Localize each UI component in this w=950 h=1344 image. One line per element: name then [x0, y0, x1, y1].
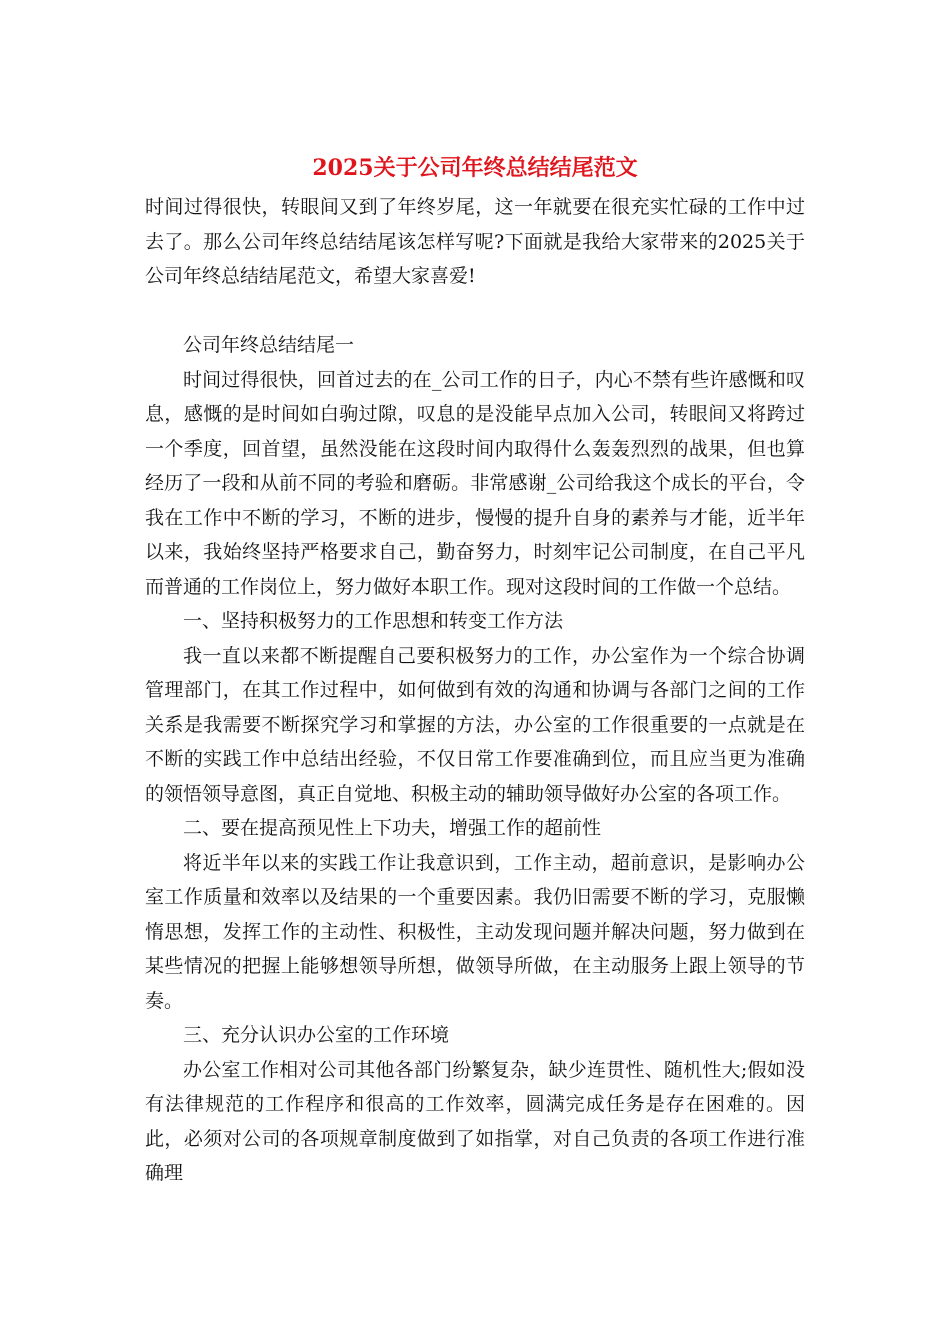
section-heading: 公司年终总结结尾一	[183, 334, 355, 356]
document-title: 2025关于公司年终总结结尾范文	[312, 155, 638, 181]
body-paragraph: 我一直以来都不断提醒自己要积极努力的工作，办公室作为一个综合协调管理部门，在其工作过程中，如何做到有效的沟通和协调与各部门之间的工作关系是我需要不断探究学习和掌握的方法，办公室的工作很重要的一点就是在不断的实践工作中总结出经验，不仅日常工作要准确到位，而且应当更为准确的领悟领导意图，真正自觉地、积极主动的辅助领导做好办公室的各项工作。	[145, 644, 805, 805]
intro-paragraph: 时间过得很快，转眼间又到了年终岁尾，这一年就要在很充实忙碌的工作中过去了。那么公司年终总结结尾该怎样写呢?下面就是我给大家带来的2025关于公司年终总结结尾范文，希望大家喜爱!	[145, 196, 805, 287]
subsection-heading: 二、要在提高预见性上下功夫，增强工作的超前性	[183, 817, 602, 839]
subsection-heading: 一、坚持积极努力的工作思想和转变工作方法	[183, 610, 564, 632]
paragraph-spacer	[145, 294, 805, 329]
body-paragraph: 办公室工作相对公司其他各部门纷繁复杂，缺少连贯性、随机性大;假如没有法律规范的工作程序和很高的工作效率，圆满完成任务是存在困难的。因此，必须对公司的各项规章制度做到了如指掌，对自己负责的各项工作进行准确理	[145, 1058, 805, 1184]
body-paragraph: 时间过得很快，回首过去的在_公司工作的日子，内心不禁有些许感慨和叹息，感慨的是时间如白驹过隙，叹息的是没能早点加入公司，转眼间又将跨过一个季度，回首望，虽然没能在这段时间内取得什么轰轰烈烈的战果，但也算经历了一段和从前不同的考验和磨砺。非常感谢_公司给我这个成长的平台，令我在工作中不断的学习，不断的进步，慢慢的提升自身的素养与才能，近半年以来，我始终坚持严格要求自己，勤奋努力，时刻牢记公司制度，在自己平凡而普通的工作岗位上，努力做好本职工作。现对这段时间的工作做一个总结。	[145, 368, 805, 598]
subsection-heading: 三、充分认识办公室的工作环境	[183, 1024, 450, 1046]
body-paragraph: 将近半年以来的实践工作让我意识到，工作主动，超前意识，是影响办公室工作质量和效率以及结果的一个重要因素。我仍旧需要不断的学习，克服懒惰思想，发挥工作的主动性、积极性，主动发现问题并解决问题，努力做到在某些情况的把握上能够想领导所想，做领导所做，在主动服务上跟上领导的节奏。	[145, 851, 805, 1012]
document-body	[145, 190, 805, 1191]
